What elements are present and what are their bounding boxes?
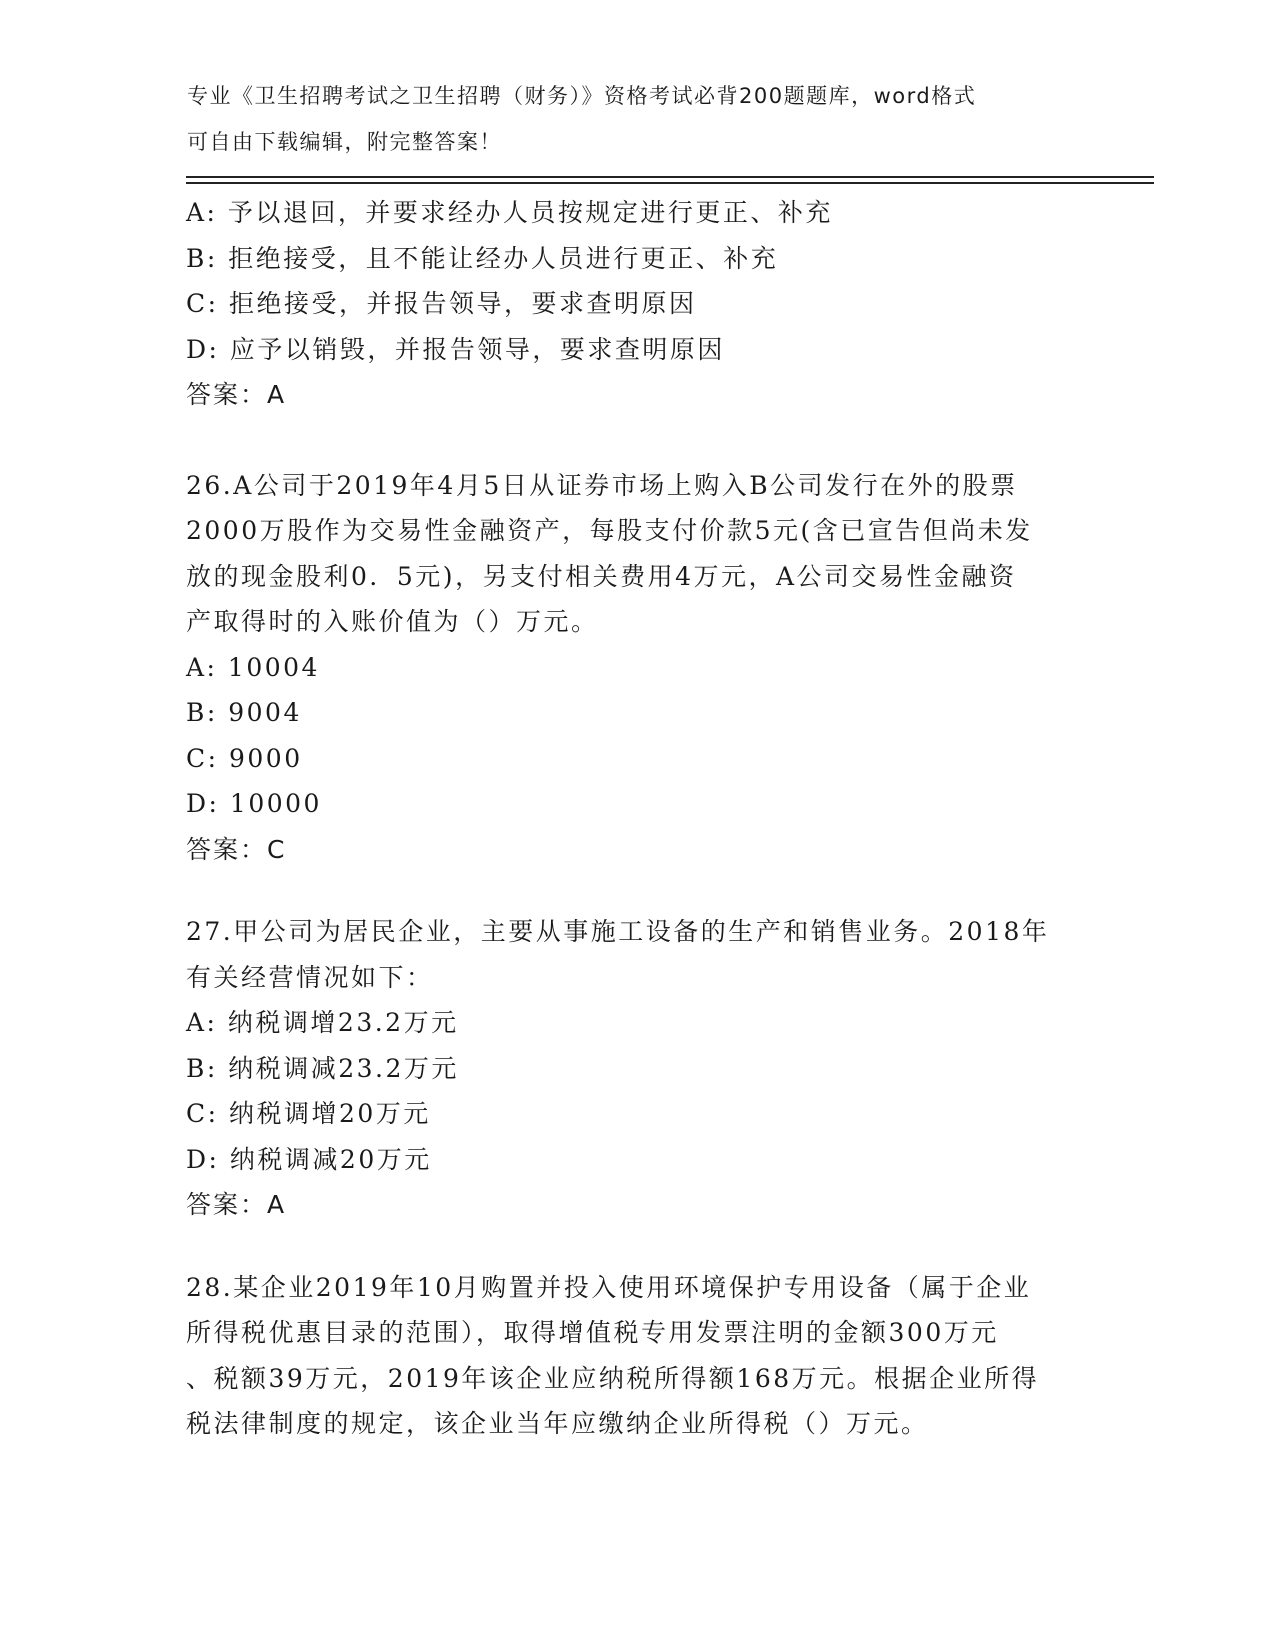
document-header: [187, 74, 1087, 165]
question-stem-line: 、税额39万元，2019年该企业应纳税所得额168万元。根据企业所得: [186, 1363, 1040, 1393]
spacer: [186, 1228, 1076, 1265]
spacer: [186, 872, 1076, 909]
question-stem-line: 放的现金股利0．5元)，另支付相关费用4万元，A公司交易性金融资: [186, 561, 1017, 591]
question-28: [186, 1265, 1076, 1447]
document-body: [186, 190, 1076, 1447]
option-c: C: 拒绝接受，并报告领导，要求查明原因: [186, 289, 697, 318]
question-stem-line: 27.甲公司为居民企业，主要从事施工设备的生产和销售业务。2018年: [186, 917, 1050, 946]
option-d: D: 应予以销毁，并报告领导，要求查明原因: [186, 334, 725, 364]
header-title-line-1: 专业《卫生招聘考试之卫生招聘（财务）》资格考试必背200题题库，word格式: [187, 84, 977, 108]
spacer: [186, 418, 1076, 463]
header-title-line-2: 可自由下载编辑，附完整答案！: [187, 129, 502, 154]
question-stem-line: 所得税优惠目录的范围），取得增值税专用发票注明的金额300万元: [186, 1318, 999, 1347]
option-b: B: 9004: [186, 698, 302, 727]
question-stem-line: 有关经营情况如下：: [186, 962, 434, 992]
option-a: A: 纳税调增23.2万元: [186, 1008, 459, 1037]
question-25: [186, 190, 1076, 418]
option-b: B: 拒绝接受，且不能让经办人员进行更正、补充: [186, 243, 779, 273]
answer: 答案：A: [186, 380, 287, 409]
question-stem-line: 税法律制度的规定，该企业当年应缴纳企业所得税（）万元。: [186, 1409, 929, 1438]
header-divider-top: [186, 176, 1154, 178]
option-a: A: 10004: [186, 652, 320, 682]
question-stem-line: 26.A公司于2019年4月5日从证券市场上购入B公司发行在外的股票: [186, 470, 1018, 500]
header-divider-bottom: [186, 182, 1154, 184]
answer: 答案：A: [186, 1190, 287, 1219]
question-27: [186, 909, 1076, 1228]
answer: 答案：C: [186, 834, 287, 864]
question-stem-line: 28.某企业2019年10月购置并投入使用环境保护专用设备（属于企业: [186, 1272, 1032, 1302]
option-c: C: 9000: [186, 743, 303, 773]
option-b: B: 纳税调减23.2万元: [186, 1053, 459, 1083]
question-stem-line: 产取得时的入账价值为（）万元。: [186, 607, 599, 636]
option-d: D: 10000: [186, 789, 322, 818]
question-stem-line: 2000万股作为交易性金融资产，每股支付价款5元(含已宣告但尚未发: [186, 516, 1033, 545]
option-a: A: 予以退回，并要求经办人员按规定进行更正、补充: [186, 198, 833, 227]
option-c: C: 纳税调增20万元: [186, 1099, 431, 1128]
question-26: [186, 463, 1076, 873]
option-d: D: 纳税调减20万元: [186, 1144, 432, 1174]
